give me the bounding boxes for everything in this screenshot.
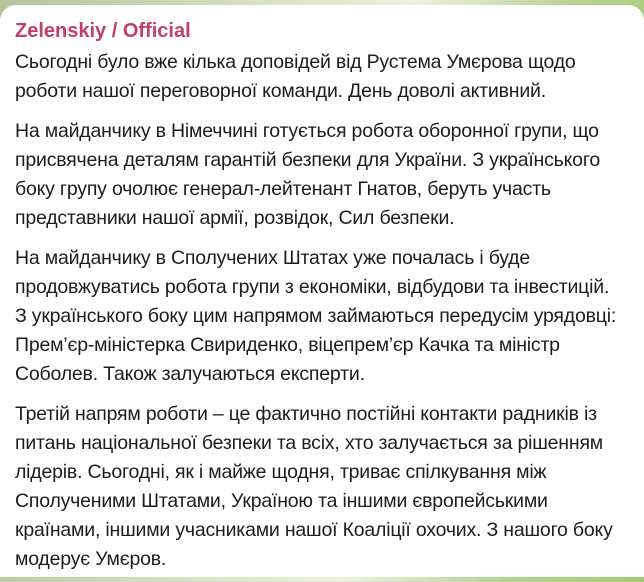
message-paragraph-1: Сьогодні було вже кілька доповідей від Рустема Умєрова щодо роботи нашої переговорної команди. День доволі активний. <box>15 51 576 102</box>
message-bubble <box>0 5 644 577</box>
channel-name[interactable]: Zelenskiy / Official <box>15 20 191 42</box>
message-paragraph-4: Третій напрям роботи – це фактично постійні контакти радників із питань національної безпеки та всіх, хто залучається за рішенням лідерів. Сьогодні, як і майже щодня, триває спілкування між Сполученими Штатами, Україною та іншими європейськими країнами, іншими учасниками нашої Коаліції охочих. З нашого боку модерує Умєров. <box>15 403 613 570</box>
message-paragraph-3: На майданчику в Сполучених Штатах уже почалась і буде продовжуватись робота групи з економіки, відбудови та інвестицій. З українського боку цим напрямом займаються передусім урядовці: Прем’єр-міністерка Свириденко, віцепрем’єр Качка та міністр Соболев. Також залучаються експерти. <box>15 247 617 385</box>
chat-wallpaper <box>0 5 644 577</box>
message-text <box>15 48 628 574</box>
message-paragraph-2: На майданчику в Німеччині готується робота оборонної групи, що присвячена деталям гарантій безпеки для України. З українського боку групу очолює генерал-лейтенант Гнатов, беруть участь представники нашої армії, розвідок, Сил безпеки. <box>15 120 600 229</box>
